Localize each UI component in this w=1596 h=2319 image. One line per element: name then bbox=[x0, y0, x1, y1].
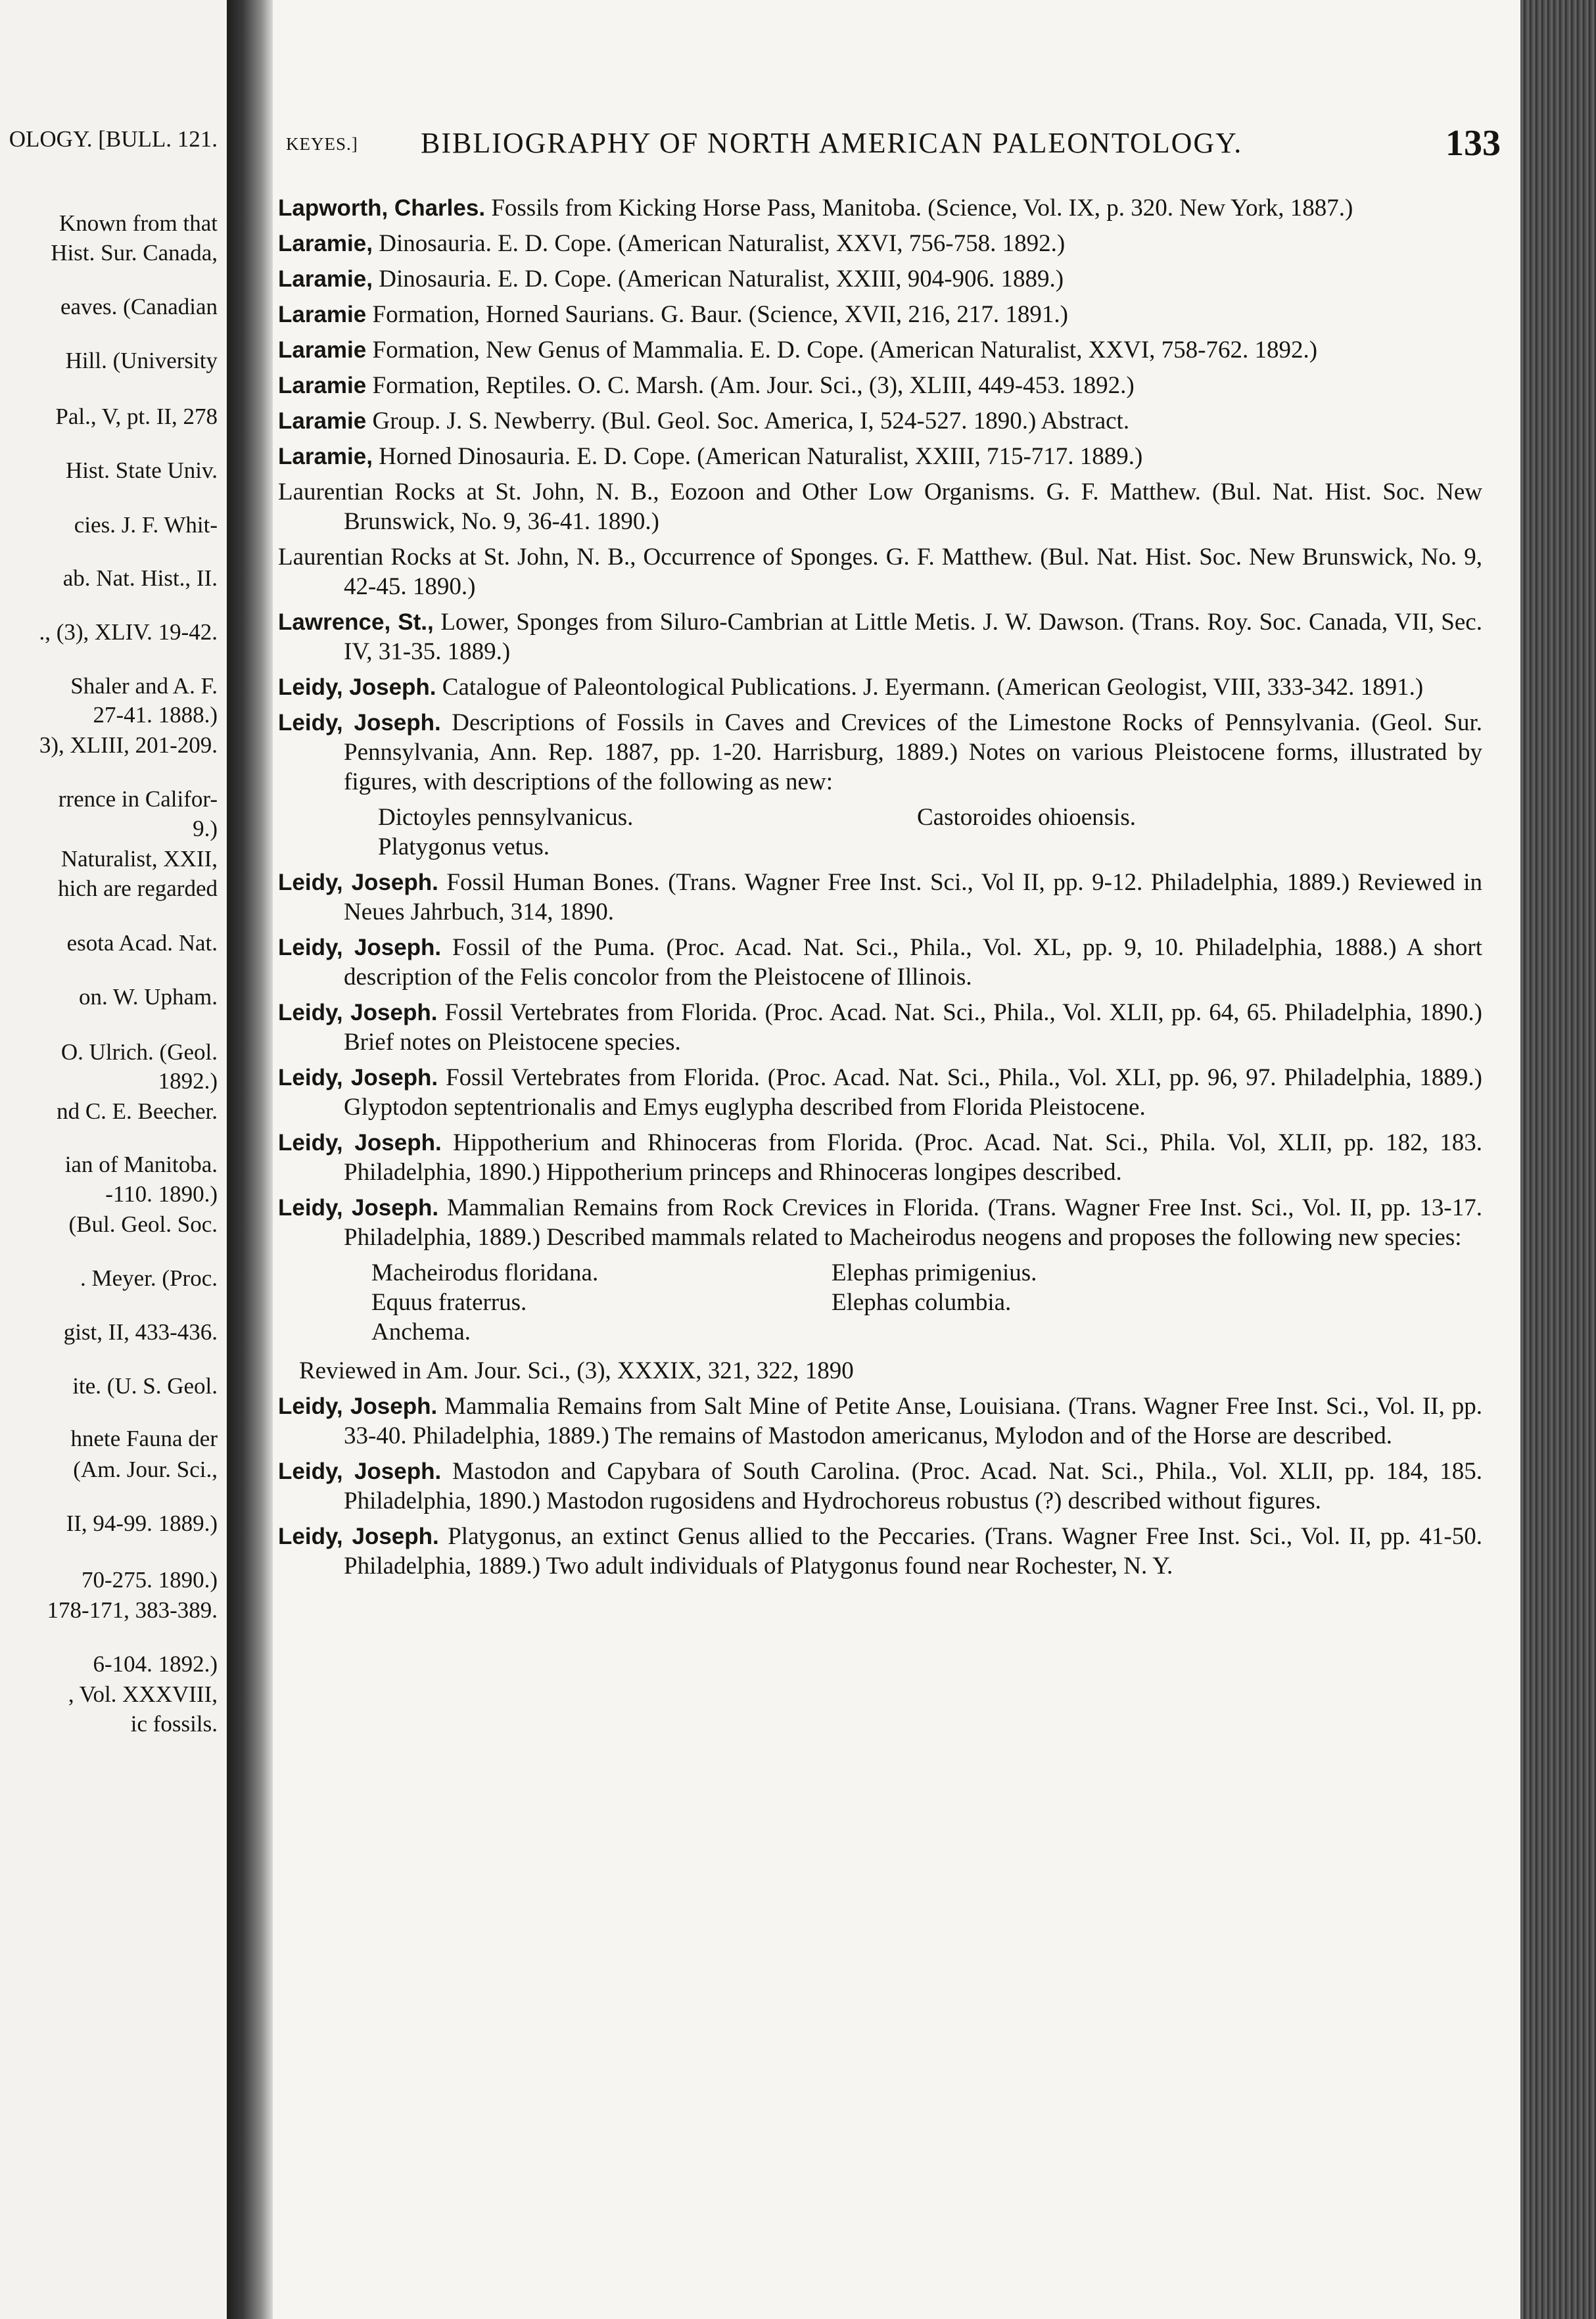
entry-text: Horned Dinosauria. E. D. Cope. (American Naturalist, XXIII, 715-717. 1889.) bbox=[379, 443, 1143, 470]
page-title: BIBLIOGRAPHY OF NORTH AMERICAN PALEONTOLOGY. bbox=[421, 127, 1243, 159]
left-page-fragment-line: Hill. (University bbox=[65, 348, 218, 373]
entry-author: Lawrence, St., bbox=[278, 609, 434, 635]
entry-author: Leidy, Joseph. bbox=[278, 1394, 438, 1419]
entry-text: Platygonus, an extinct Genus allied to the Peccaries. (Trans. Wagner Free Inst. Sci., Vol. II, pp. 41-50. Philadelphia, 1889.) Two adult individuals of Platygonus found near Rochester, N. Y. bbox=[344, 1523, 1483, 1580]
left-page-fragment-line: Known from that bbox=[59, 210, 218, 236]
left-page-fragment-line: Hist. Sur. Canada, bbox=[51, 240, 218, 266]
left-page-fragment-line: 1892.) bbox=[158, 1068, 218, 1094]
species-name bbox=[917, 832, 1509, 862]
bibliography-entry bbox=[273, 542, 1482, 601]
entry-text: Mammalian Remains from Rock Crevices in Florida. (Trans. Wagner Free Inst. Sci., Vol. II, pp. 13-17. Philadelphia, 1889.) Described mammals related to Macheirodus neogens and proposes the following new species: bbox=[344, 1194, 1483, 1251]
entry-author: Laramie bbox=[278, 302, 367, 327]
page-edge-stack bbox=[1520, 0, 1596, 2319]
bibliography-entry bbox=[273, 406, 1482, 436]
left-page-fragment-line: 6-104. 1892.) bbox=[93, 1651, 218, 1677]
left-page-fragment-line: on. W. Upham. bbox=[79, 984, 218, 1010]
left-page-fragment-line: , Vol. XXXVIII, bbox=[68, 1681, 218, 1707]
species-name: Elephas primigenius. bbox=[832, 1259, 1037, 1286]
bibliography-entry bbox=[273, 868, 1482, 927]
bibliography-entry bbox=[273, 264, 1482, 294]
entry-text: Fossil Vertebrates from Florida. (Proc. Acad. Nat. Sci., Phila., Vol. XLI, pp. 96, 97. Philadelphia, 1889.) Glyptodon septentrionalis and Emys euglypha described from Florida Pleistocene. bbox=[344, 1064, 1482, 1121]
entry-author: Leidy, Joseph. bbox=[278, 935, 442, 960]
book-gutter bbox=[227, 0, 273, 2319]
left-page-fragment-line: Pal., V, pt. II, 278 bbox=[55, 404, 218, 429]
species-name: Dictoyles pennsylvanicus. bbox=[378, 804, 634, 831]
left-page-fragment-line: rrence in Califor- bbox=[58, 786, 218, 812]
entry-author: Leidy, Joseph. bbox=[278, 710, 441, 736]
bibliography-entry bbox=[273, 933, 1482, 992]
bibliography-entry bbox=[273, 1193, 1482, 1252]
left-page-fragment-line: ite. (U. S. Geol. bbox=[72, 1373, 218, 1399]
entry-text: Formation, New Genus of Mammalia. E. D. Cope. (American Naturalist, XXVI, 758-762. 1892.) bbox=[372, 337, 1318, 363]
left-page-fragment-line: -110. 1890.) bbox=[105, 1181, 218, 1207]
bibliography-entry bbox=[273, 300, 1482, 329]
bibliography-entry bbox=[273, 371, 1482, 400]
species-name bbox=[832, 1317, 1423, 1347]
entry-text: Fossil Human Bones. (Trans. Wagner Free Inst. Sci., Vol II, pp. 9-12. Philadelphia, 1889.) Reviewed in Neues Jahrbuch, 314, 1890. bbox=[344, 869, 1483, 925]
bibliography-entry bbox=[273, 672, 1482, 702]
entry-author: Leidy, Joseph. bbox=[278, 1524, 439, 1549]
entry-author: Lapworth, Charles. bbox=[278, 195, 486, 221]
left-page-fragment-line: Hist. State Univ. bbox=[65, 457, 218, 483]
entry-text: Laurentian Rocks at St. John, N. B., Occurrence of Sponges. G. F. Matthew. (Bul. Nat. Hist. Soc. New Brunswick, No. 9, 42-45. 1890.) bbox=[278, 544, 1482, 600]
entry-author: Leidy, Joseph. bbox=[278, 870, 438, 895]
left-page-fragment-line: nd C. E. Beecher. bbox=[57, 1098, 218, 1124]
bibliography-entry bbox=[273, 607, 1482, 667]
entry-text: Dinosauria. E. D. Cope. (American Naturalist, XXVI, 756-758. 1892.) bbox=[379, 230, 1066, 257]
entry-text: Formation, Horned Saurians. G. Baur. (Science, XVII, 216, 217. 1891.) bbox=[372, 301, 1068, 328]
left-page-fragment-line: 3), XLIII, 201-209. bbox=[39, 732, 218, 758]
entry-author: Leidy, Joseph. bbox=[278, 1459, 442, 1484]
entry-author: Leidy, Joseph. bbox=[278, 1065, 438, 1090]
entry-author: Laramie bbox=[278, 337, 367, 363]
left-page-fragment-line: II, 94-99. 1889.) bbox=[66, 1511, 218, 1536]
left-page-fragment-line: (Am. Jour. Sci., bbox=[73, 1457, 218, 1482]
bibliography-entry bbox=[273, 1457, 1482, 1516]
entry-text: Group. J. S. Newberry. (Bul. Geol. Soc. America, I, 524-527. 1890.) Abstract. bbox=[372, 408, 1130, 434]
species-name: Elephas columbia. bbox=[832, 1289, 1012, 1316]
bibliography-entry bbox=[273, 998, 1482, 1057]
entry-text: Formation, Reptiles. O. C. Marsh. (Am. Jour. Sci., (3), XLIII, 449-453. 1892.) bbox=[372, 372, 1135, 399]
bibliography-entry bbox=[273, 1063, 1482, 1122]
left-page-fragment-line: (Bul. Geol. Soc. bbox=[68, 1211, 218, 1237]
entry-author: Leidy, Joseph. bbox=[278, 674, 436, 700]
left-page-fragment-line: ian of Manitoba. bbox=[64, 1152, 218, 1177]
entry-author: Laramie, bbox=[278, 444, 373, 469]
left-page-fragment-line: ab. Nat. Hist., II. bbox=[62, 565, 218, 591]
bibliography-entry bbox=[273, 1392, 1482, 1451]
bibliography-entry bbox=[273, 1522, 1482, 1581]
bibliography-entry bbox=[273, 1128, 1482, 1187]
left-page-fragment-line: 70-275. 1890.) bbox=[81, 1567, 218, 1593]
left-page-fragment-line: cies. J. F. Whit- bbox=[74, 512, 218, 538]
bibliography-entry bbox=[273, 442, 1482, 471]
species-name: Castoroides ohioensis. bbox=[917, 804, 1136, 831]
entry-text: Fossil of the Puma. (Proc. Acad. Nat. Sci., Phila., Vol. XL, pp. 9, 10. Philadelphia, 1888.) A short description of the Felis concolor from the Pleistocene of Illinois. bbox=[344, 934, 1482, 991]
bibliography-entry bbox=[273, 477, 1482, 536]
page-header bbox=[286, 123, 1507, 174]
species-list-1 bbox=[273, 803, 1482, 862]
entry-author: Laramie bbox=[278, 408, 367, 434]
entry-text: Descriptions of Fossils in Caves and Crevices of the Limestone Rocks of Pennsylvania. (Geol. Sur. Pennsylvania, Ann. Rep. 1887, pp. 1-20. Harrisburg, 1889.) Notes on various Pleistocene forms, illustrated by figures, with descriptions of the following as new: bbox=[344, 709, 1483, 795]
bibliography-entry bbox=[273, 335, 1482, 365]
page-number: 133 bbox=[1445, 123, 1501, 164]
entry-text: Hippotherium and Rhinoceras from Florida. (Proc. Acad. Nat. Sci., Phila. Vol, XLII, pp. 182, 183. Philadelphia, 1890.) Hippotherium princeps and Rhinoceras longipes described. bbox=[344, 1129, 1482, 1186]
entry-text: Dinosauria. E. D. Cope. (American Naturalist, XXIII, 904-906. 1889.) bbox=[379, 266, 1064, 293]
entry-text: Catalogue of Paleontological Publications. J. Eyermann. (American Geologist, VIII, 333-342. 1891.) bbox=[442, 674, 1424, 701]
entry-author: Leidy, Joseph. bbox=[278, 1195, 439, 1221]
left-page-fragment-line: ic fossils. bbox=[130, 1711, 218, 1737]
entry-author: Leidy, Joseph. bbox=[278, 1000, 438, 1025]
left-page-fragment-line: Shaler and A. F. bbox=[70, 673, 218, 699]
entry-text: Fossil Vertebrates from Florida. (Proc. Acad. Nat. Sci., Phila., Vol. XLII, pp. 64, 65. Philadelphia, 1890.) Brief notes on Pleistocene species. bbox=[344, 999, 1483, 1056]
species-name: Anchema. bbox=[371, 1319, 471, 1346]
entry-text: Laurentian Rocks at St. John, N. B., Eozoon and Other Low Organisms. G. F. Matthew. (Bul. Nat. Hist. Soc. New Brunswick, No. 9, 36-41. 1890.) bbox=[278, 479, 1482, 535]
bibliography-entry bbox=[273, 229, 1482, 258]
left-page-fragment-line: 27-41. 1888.) bbox=[93, 702, 218, 728]
left-page-fragment-line: 9.) bbox=[193, 816, 218, 841]
bibliography-entry bbox=[273, 193, 1482, 223]
species-name: Macheirodus floridana. bbox=[371, 1259, 599, 1286]
entry-author: Leidy, Joseph. bbox=[278, 1130, 442, 1156]
entry-block-3 bbox=[273, 1392, 1482, 1581]
right-page bbox=[273, 0, 1520, 2319]
left-page-fragment-line: O. Ulrich. (Geol. bbox=[60, 1039, 218, 1065]
left-page-fragment-line: hich are regarded bbox=[58, 876, 218, 901]
entry-author: Laramie, bbox=[278, 231, 373, 256]
entry-text: Mastodon and Capybara of South Carolina. (Proc. Acad. Nat. Sci., Phila., Vol. XLII, pp. 184, 185. Philadelphia, 1890.) Mastodon rugosidens and Hydrochoreus robustus (?) described without figures. bbox=[344, 1458, 1482, 1514]
left-page-fragment-line: 178-171, 383-389. bbox=[47, 1597, 218, 1623]
entry-block-1 bbox=[273, 193, 1482, 797]
review-note: Reviewed in Am. Jour. Sci., (3), XXXIX, 321, 322, 1890 bbox=[299, 1357, 854, 1384]
entry-author: Laramie bbox=[278, 373, 367, 398]
species-name: Platygonus vetus. bbox=[378, 833, 550, 860]
bibliography-entry bbox=[273, 708, 1482, 797]
left-page-fragment-line: hnete Fauna der bbox=[70, 1426, 218, 1451]
running-head: KEYES.] bbox=[286, 134, 358, 154]
entry-text: Fossils from Kicking Horse Pass, Manitoba. (Science, Vol. IX, p. 320. New York, 1887.) bbox=[491, 195, 1353, 222]
left-page-fragment-line: OLOGY. [BULL. 121. bbox=[9, 126, 218, 152]
left-page-fragment-line: Naturalist, XXII, bbox=[60, 846, 218, 872]
left-page-fragment-line: . Meyer. (Proc. bbox=[80, 1265, 218, 1291]
left-page-fragment-line: eaves. (Canadian bbox=[60, 294, 218, 319]
bibliography-entries bbox=[273, 193, 1482, 1587]
left-page-fragment-line: esota Acad. Nat. bbox=[66, 930, 218, 956]
entry-text: Lower, Sponges from Siluro-Cambrian at Little Metis. J. W. Dawson. (Trans. Roy. Soc. Canada, VII, Sec. IV, 31-35. 1889.) bbox=[344, 609, 1482, 665]
entry-text: Mammalia Remains from Salt Mine of Petite Anse, Louisiana. (Trans. Wagner Free Inst. Sci., Vol. II, pp. 33-40. Philadelphia, 1889.) The remains of Mastodon americanus, Mylodon and of the Horse are described. bbox=[344, 1393, 1482, 1449]
entry-author: Laramie, bbox=[278, 266, 373, 292]
left-page-fragment-line: ., (3), XLIV. 19-42. bbox=[39, 619, 218, 645]
left-page-fragment-line: gist, II, 433-436. bbox=[63, 1319, 218, 1345]
left-page-fragment bbox=[0, 0, 227, 2319]
species-name: Equus fraterrus. bbox=[371, 1289, 527, 1316]
species-list-2 bbox=[273, 1258, 1482, 1347]
entry-block-2 bbox=[273, 868, 1482, 1252]
